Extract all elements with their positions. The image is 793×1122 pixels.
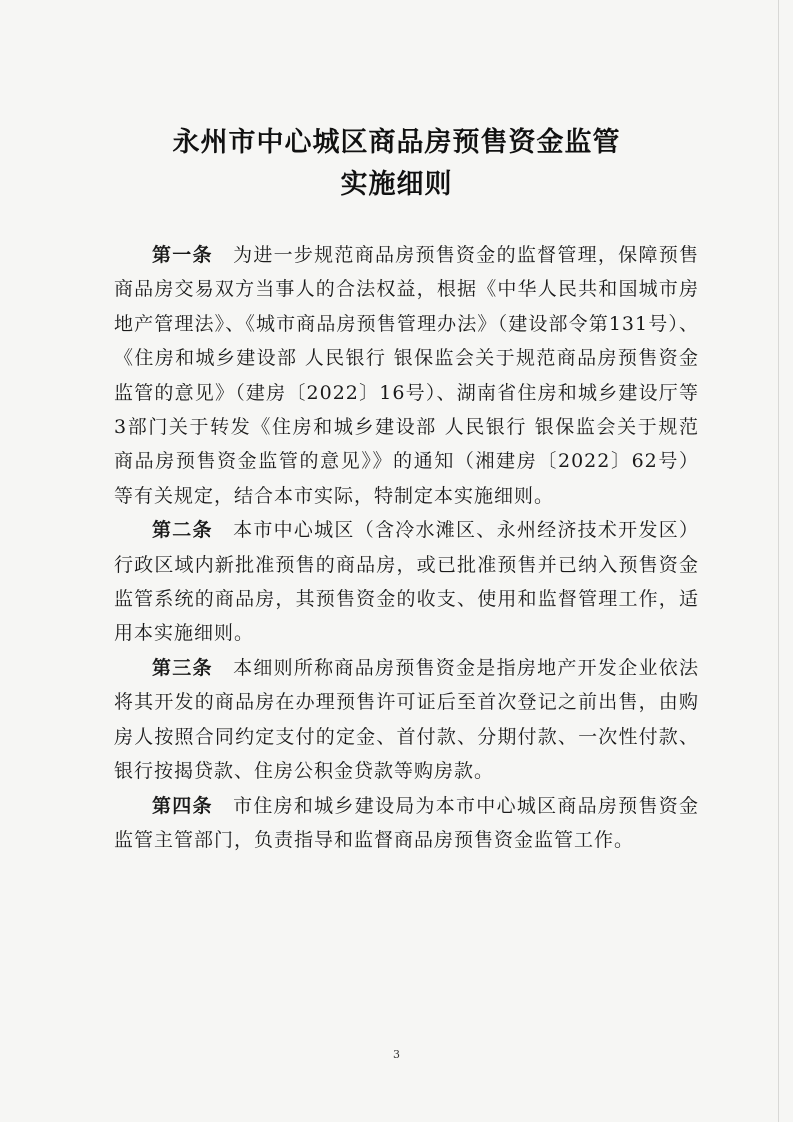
article-heading: 第三条 <box>152 656 213 679</box>
document-title-line2: 实施细则 <box>340 169 453 200</box>
article-heading: 第四条 <box>152 794 213 817</box>
article-2 <box>114 513 699 651</box>
article-text: 本市中心城区（含冷水滩区、永州经济技术开发区）行政区域内新批准预售的商品房，或已批准预售并已纳入预售资金监管系统的商品房，其预售资金的收支、使用和监督管理工作，适用本实施细则。 <box>114 519 699 645</box>
article-text: 市住房和城乡建设局为本市中心城区商品房预售资金监管主管部门，负责指导和监督商品房预售资金监管工作。 <box>114 794 699 851</box>
document-body <box>114 238 699 857</box>
article-text: 为进一步规范商品房预售资金的监督管理，保障预售商品房交易双方当事人的合法权益，根据《中华人民共和国城市房地产管理法》、《城市商品房预售管理办法》（建设部令第131号）、《住房和城乡建设部 人民银行 银保监会关于规范商品房预售资金监管的意见》（建房〔2022〕16号）、湖南省住房和城乡建设厅等3部门关于转发《住房和城乡建设部 人民银行 银保监会关于规范商品房预售资金监管的意见》》的通知（湘建房〔2022〕62号）等有关规定，结合本市实际，特制定本实施细则。 <box>114 244 699 507</box>
article-4 <box>114 789 699 858</box>
article-heading: 第二条 <box>152 519 213 542</box>
article-text: 本细则所称商品房预售资金是指房地产开发企业依法将其开发的商品房在办理预售许可证后至首次登记之前出售，由购房人按照合同约定支付的定金、首付款、分期付款、一次性付款、银行按揭贷款、住房公积金贷款等购房款。 <box>114 656 699 783</box>
article-1 <box>114 238 699 513</box>
document-title-line1: 永州市中心城区商品房预售资金监管 <box>172 127 621 158</box>
article-3 <box>114 651 699 789</box>
page-number: 3 <box>393 1048 400 1061</box>
article-heading: 第一条 <box>152 244 213 266</box>
